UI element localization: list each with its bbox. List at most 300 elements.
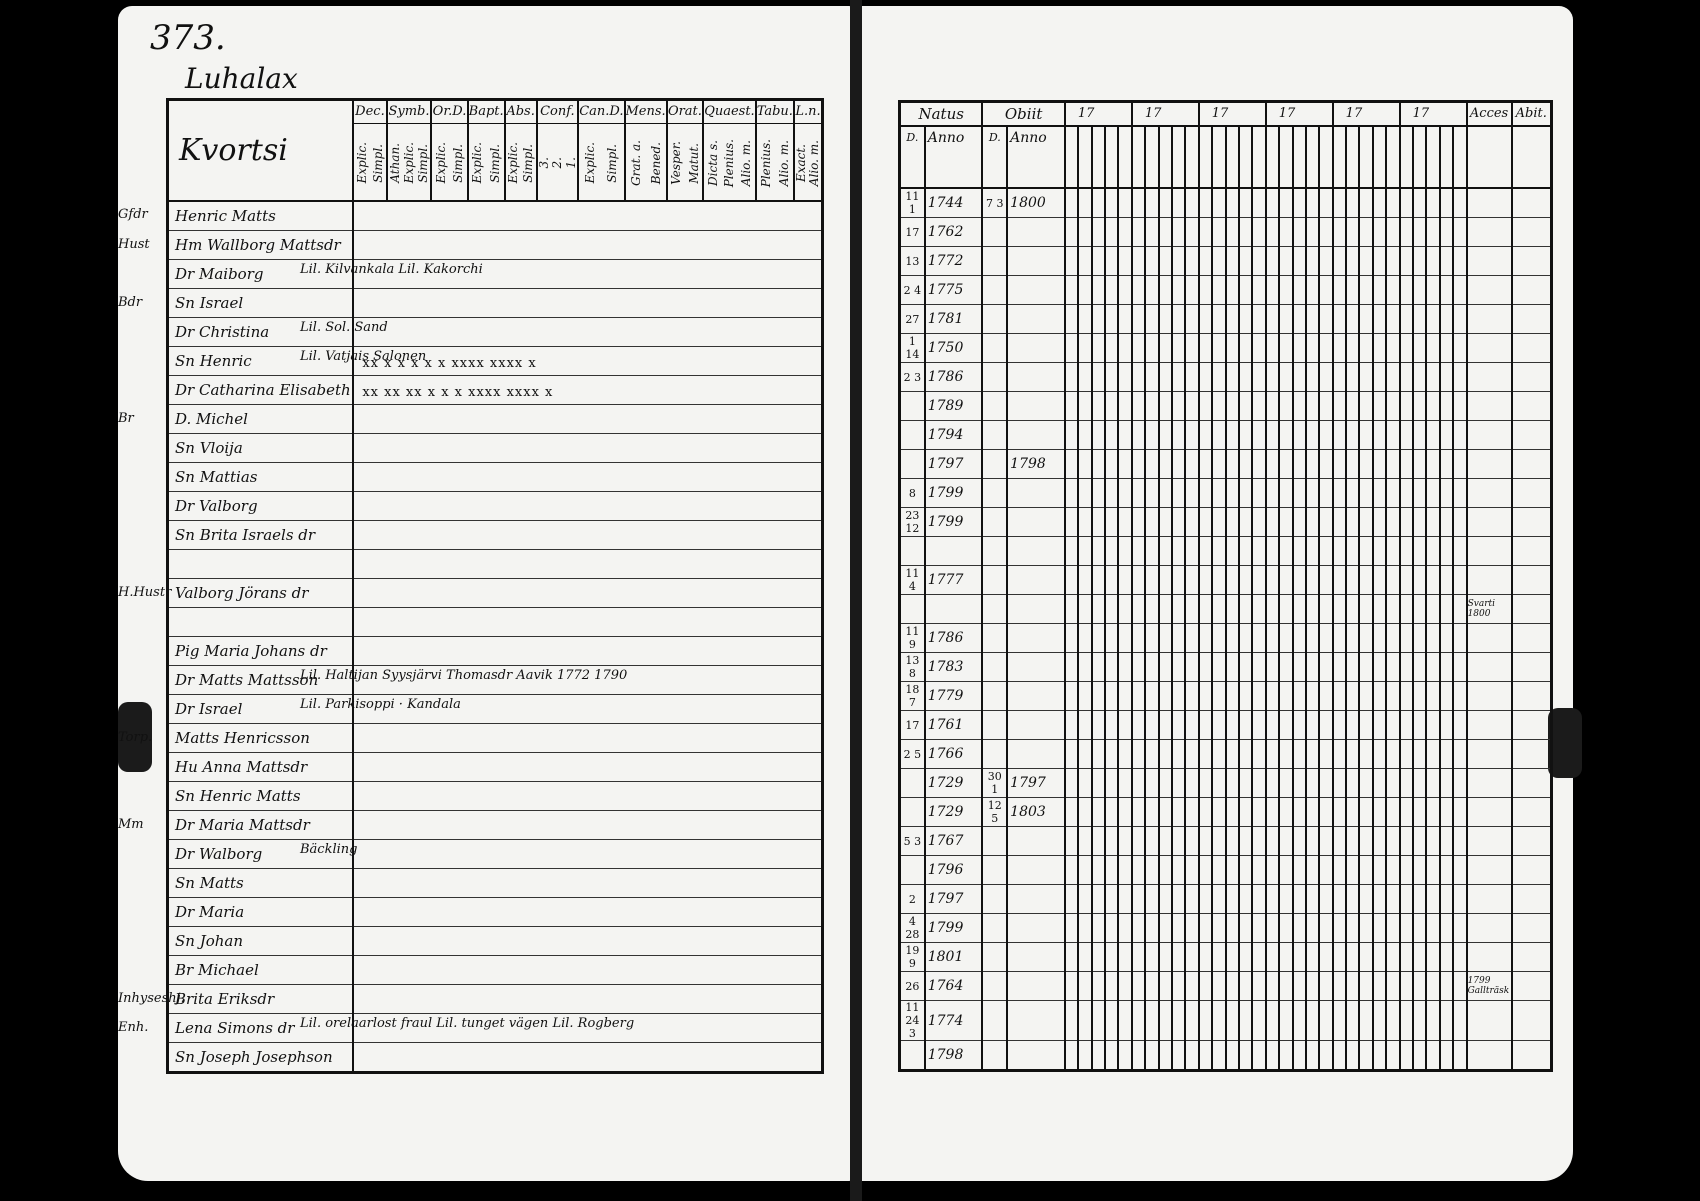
header-subtitle: Explic. <box>355 142 370 184</box>
death-year <box>1007 537 1065 566</box>
grid-cell <box>1293 247 1306 276</box>
grid-cell <box>1373 885 1386 914</box>
grid-cell <box>1453 450 1466 479</box>
grid-cell <box>1306 276 1319 305</box>
grid-cell <box>1105 914 1118 943</box>
grid-cell <box>1065 595 1078 624</box>
grid-cell <box>1105 740 1118 769</box>
grid-cell <box>1132 769 1145 798</box>
person-name-cell <box>168 579 354 608</box>
grid-cell <box>1319 421 1332 450</box>
reading-marks <box>354 878 362 893</box>
grid-cell <box>1239 508 1252 537</box>
birth-day: 2 5 <box>900 740 925 769</box>
grid-cell <box>1333 188 1346 218</box>
birth-year: 1797 <box>925 885 983 914</box>
reading-marks-cell <box>353 579 822 608</box>
grid-cell <box>1159 711 1172 740</box>
grid-cell <box>1105 188 1118 218</box>
grid-cell <box>1092 914 1105 943</box>
grid-cell <box>1333 885 1346 914</box>
death-day <box>982 392 1007 421</box>
reading-marks <box>354 1052 362 1067</box>
birth-year: 1794 <box>925 421 983 450</box>
grid-cell <box>1132 566 1145 595</box>
accessit-header: Acces <box>1467 102 1512 127</box>
grid-cell <box>1373 943 1386 972</box>
grid-cell <box>1413 856 1426 885</box>
grid-cell <box>1386 798 1399 827</box>
grid-cell <box>1306 798 1319 827</box>
grid-cell <box>1078 1001 1091 1041</box>
grid-cell <box>1413 914 1426 943</box>
table-row <box>168 811 823 840</box>
reading-marks <box>354 472 362 487</box>
reading-marks-cell <box>353 724 822 753</box>
death-day <box>982 856 1007 885</box>
grid-cell <box>1359 769 1372 798</box>
grid-cell <box>1413 537 1426 566</box>
grid-cell <box>1159 972 1172 1001</box>
death-year <box>1007 943 1065 972</box>
header-subtitle: Explic. <box>470 142 485 184</box>
grid-cell <box>1105 624 1118 653</box>
grid-cell <box>1159 392 1172 421</box>
person-name: Dr Israel <box>175 700 243 718</box>
table-row <box>168 1043 823 1073</box>
grid-cell <box>1065 653 1078 682</box>
person-name-cell <box>168 811 354 840</box>
grid-cell <box>1279 653 1292 682</box>
grid-cell <box>1453 827 1466 856</box>
grid-cell <box>1279 276 1292 305</box>
death-day <box>982 827 1007 856</box>
grid-cell <box>1373 421 1386 450</box>
grid-cell <box>1199 566 1212 595</box>
grid-cell <box>1145 247 1158 276</box>
grid-cell <box>1252 653 1265 682</box>
grid-cell <box>1453 188 1466 218</box>
grid-cell <box>1185 508 1198 537</box>
grid-cell <box>1212 943 1225 972</box>
abiit-cell <box>1512 972 1552 1001</box>
grid-cell <box>1145 653 1158 682</box>
grid-cell <box>1386 276 1399 305</box>
accessit-cell <box>1467 450 1512 479</box>
grid-cell <box>1440 305 1453 334</box>
table-row <box>900 276 1552 305</box>
grid-cell <box>1293 595 1306 624</box>
grid-cell <box>1226 740 1239 769</box>
birth-day: 18 7 <box>900 682 925 711</box>
grid-cell <box>1226 943 1239 972</box>
grid-cell <box>1346 1001 1359 1041</box>
grid-cell <box>1333 479 1346 508</box>
grid-cell <box>1426 943 1439 972</box>
grid-cell <box>1319 885 1332 914</box>
birth-day: 11 1 <box>900 188 925 218</box>
grid-cell <box>1400 566 1413 595</box>
grid-cell <box>1092 450 1105 479</box>
header-subtitle: Exact. <box>794 143 809 183</box>
grid-cell <box>1306 479 1319 508</box>
grid-cell <box>1400 334 1413 363</box>
grid-cell <box>1306 305 1319 334</box>
grid-cell <box>1413 885 1426 914</box>
grid-cell <box>1279 624 1292 653</box>
header-subtitle: 3. <box>537 157 552 169</box>
birth-year: 1775 <box>925 276 983 305</box>
grid-cell <box>1400 508 1413 537</box>
abiit-cell <box>1512 450 1552 479</box>
reading-marks <box>354 559 362 574</box>
grid-cell <box>1319 566 1332 595</box>
accessit-cell <box>1467 392 1512 421</box>
grid-cell <box>1065 508 1078 537</box>
grid-cell <box>1199 769 1212 798</box>
grid-cell <box>1172 218 1185 247</box>
grid-cell <box>1279 711 1292 740</box>
grid-cell <box>1426 421 1439 450</box>
grid-cell <box>1440 276 1453 305</box>
grid-cell <box>1426 450 1439 479</box>
grid-cell <box>1199 218 1212 247</box>
death-year <box>1007 1041 1065 1071</box>
grid-cell <box>1065 769 1078 798</box>
header-title: Or.D. <box>432 101 466 124</box>
grid-cell <box>1453 624 1466 653</box>
grid-cell <box>1413 972 1426 1001</box>
accessit-cell <box>1467 276 1512 305</box>
grid-cell <box>1266 682 1279 711</box>
grid-cell <box>1413 682 1426 711</box>
grid-cell <box>1266 595 1279 624</box>
grid-cell <box>1226 305 1239 334</box>
grid-cell <box>1373 450 1386 479</box>
person-name: Dr Maria <box>175 903 245 921</box>
grid-cell <box>1306 624 1319 653</box>
grid-cell <box>1145 624 1158 653</box>
grid-cell <box>1279 856 1292 885</box>
grid-cell <box>1065 798 1078 827</box>
grid-cell <box>1092 247 1105 276</box>
grid-cell <box>1172 247 1185 276</box>
abiit-cell <box>1512 508 1552 537</box>
grid-cell <box>1400 972 1413 1001</box>
table-row <box>900 885 1552 914</box>
grid-cell <box>1346 856 1359 885</box>
grid-cell <box>1346 566 1359 595</box>
grid-cell <box>1453 914 1466 943</box>
grid-cell <box>1092 479 1105 508</box>
grid-cell <box>1105 1001 1118 1041</box>
accessit-cell <box>1467 769 1512 798</box>
grid-cell <box>1413 624 1426 653</box>
death-day <box>982 885 1007 914</box>
accessit-cell <box>1467 885 1512 914</box>
grid-cell <box>1065 566 1078 595</box>
grid-cell <box>1239 595 1252 624</box>
grid-column <box>1386 126 1399 188</box>
grid-cell <box>1306 1041 1319 1071</box>
header-col-9 <box>667 100 704 202</box>
grid-cell <box>1239 334 1252 363</box>
grid-cell <box>1092 827 1105 856</box>
grid-cell <box>1413 1001 1426 1041</box>
reading-marks <box>354 443 362 458</box>
grid-cell <box>1413 769 1426 798</box>
table-row <box>900 827 1552 856</box>
death-day <box>982 421 1007 450</box>
abiit-cell <box>1512 856 1552 885</box>
grid-cell <box>1159 363 1172 392</box>
grid-cell <box>1333 392 1346 421</box>
grid-cell <box>1185 247 1198 276</box>
grid-cell <box>1400 653 1413 682</box>
grid-cell <box>1065 450 1078 479</box>
grid-cell <box>1105 247 1118 276</box>
death-year <box>1007 740 1065 769</box>
grid-cell <box>1279 537 1292 566</box>
grid-cell <box>1453 508 1466 537</box>
grid-cell <box>1159 188 1172 218</box>
row-note: Lil. orelaarlost fraul Lil. tunget vägen Lil. Rogberg <box>300 1015 635 1031</box>
grid-cell <box>1105 856 1118 885</box>
person-name: Sn Joseph Josephson <box>175 1048 333 1066</box>
grid-cell <box>1346 711 1359 740</box>
grid-cell <box>1386 856 1399 885</box>
grid-cell <box>1346 769 1359 798</box>
grid-cell <box>1346 885 1359 914</box>
accessit-cell <box>1467 363 1512 392</box>
grid-cell <box>1145 798 1158 827</box>
grid-cell <box>1199 1041 1212 1071</box>
person-name: Dr Catharina Elisabeth <box>175 381 351 399</box>
grid-cell <box>1400 885 1413 914</box>
grid-cell <box>1199 363 1212 392</box>
grid-cell <box>1440 740 1453 769</box>
reading-marks: xx xx xx x x x xxxx xxxx x <box>362 384 554 400</box>
grid-cell <box>1306 653 1319 682</box>
grid-cell <box>1333 856 1346 885</box>
grid-cell <box>1413 740 1426 769</box>
grid-cell <box>1400 1001 1413 1041</box>
abiit-cell <box>1512 653 1552 682</box>
grid-cell <box>1145 856 1158 885</box>
header-subtitle: 2. <box>550 157 565 169</box>
grid-cell <box>1306 392 1319 421</box>
abiit-cell <box>1512 276 1552 305</box>
death-day: 7 3 <box>982 188 1007 218</box>
birth-year: 1767 <box>925 827 983 856</box>
grid-cell <box>1092 305 1105 334</box>
header-subtitle: Grat. a. <box>628 140 643 186</box>
grid-cell <box>1132 188 1145 218</box>
grid-cell <box>1172 682 1185 711</box>
grid-cell <box>1266 827 1279 856</box>
grid-column <box>1306 126 1319 188</box>
grid-cell <box>1426 711 1439 740</box>
grid-cell <box>1266 276 1279 305</box>
grid-cell <box>1386 943 1399 972</box>
death-day <box>982 537 1007 566</box>
grid-cell <box>1426 479 1439 508</box>
grid-cell <box>1252 972 1265 1001</box>
birth-year: 1764 <box>925 972 983 1001</box>
grid-cell <box>1118 1001 1131 1041</box>
person-name-cell <box>168 405 354 434</box>
table-row <box>168 579 823 608</box>
grid-cell <box>1092 537 1105 566</box>
grid-cell <box>1346 682 1359 711</box>
birth-year: 1799 <box>925 508 983 537</box>
grid-cell <box>1306 740 1319 769</box>
grid-cell <box>1426 595 1439 624</box>
abiit-cell <box>1512 218 1552 247</box>
grid-cell <box>1199 711 1212 740</box>
grid-cell <box>1440 972 1453 1001</box>
death-year <box>1007 914 1065 943</box>
death-day <box>982 914 1007 943</box>
grid-cell <box>1118 827 1131 856</box>
table-row <box>900 363 1552 392</box>
grid-cell <box>1118 624 1131 653</box>
death-year <box>1007 218 1065 247</box>
grid-cell <box>1440 595 1453 624</box>
table-row <box>900 943 1552 972</box>
grid-cell <box>1078 188 1091 218</box>
grid-cell <box>1293 218 1306 247</box>
grid-cell <box>1065 188 1078 218</box>
grid-cell <box>1145 363 1158 392</box>
grid-cell <box>1159 537 1172 566</box>
header-subtitle: Alio. m. <box>807 139 822 187</box>
grid-cell <box>1065 856 1078 885</box>
reading-marks <box>354 240 362 255</box>
grid-cell <box>1105 885 1118 914</box>
grid-column <box>1252 126 1265 188</box>
accessit-cell <box>1467 1001 1512 1041</box>
birth-year: 1786 <box>925 363 983 392</box>
grid-cell <box>1266 566 1279 595</box>
grid-column <box>1279 126 1292 188</box>
header-subtitle: Bened. <box>648 141 663 185</box>
grid-cell <box>1346 1041 1359 1071</box>
grid-cell <box>1293 363 1306 392</box>
grid-cell <box>1359 247 1372 276</box>
table-row <box>900 1001 1552 1041</box>
grid-cell <box>1333 711 1346 740</box>
grid-cell <box>1440 1001 1453 1041</box>
grid-column <box>1346 126 1359 188</box>
grid-cell <box>1333 305 1346 334</box>
death-day <box>982 334 1007 363</box>
grid-cell <box>1400 537 1413 566</box>
grid-cell <box>1426 885 1439 914</box>
header-subtitle: Athan. <box>387 143 402 183</box>
abiit-cell <box>1512 885 1552 914</box>
grid-column <box>1226 126 1239 188</box>
header-subtitle: Vesper. <box>669 141 684 185</box>
grid-cell <box>1413 566 1426 595</box>
grid-cell <box>1065 537 1078 566</box>
grid-cell <box>1132 943 1145 972</box>
birth-year: 1750 <box>925 334 983 363</box>
grid-cell <box>1453 682 1466 711</box>
birth-day <box>900 1041 925 1071</box>
grid-cell <box>1333 421 1346 450</box>
grid-cell <box>1239 1041 1252 1071</box>
grid-cell <box>1306 247 1319 276</box>
grid-cell <box>1440 218 1453 247</box>
grid-cell <box>1226 334 1239 363</box>
grid-cell <box>1145 885 1158 914</box>
grid-cell <box>1065 885 1078 914</box>
grid-cell <box>1252 188 1265 218</box>
birth-day <box>900 769 925 798</box>
grid-cell <box>1346 537 1359 566</box>
grid-cell <box>1279 769 1292 798</box>
abiit-cell <box>1512 363 1552 392</box>
person-name-cell <box>168 956 354 985</box>
grid-cell <box>1373 392 1386 421</box>
grid-cell <box>1359 595 1372 624</box>
grid-cell <box>1212 740 1225 769</box>
grid-cell <box>1386 537 1399 566</box>
grid-cell <box>1172 624 1185 653</box>
grid-cell <box>1226 450 1239 479</box>
death-year <box>1007 392 1065 421</box>
table-row <box>900 682 1552 711</box>
death-day <box>982 972 1007 1001</box>
grid-cell <box>1199 537 1212 566</box>
row-note: Bäckling <box>300 841 358 857</box>
grid-cell <box>1252 885 1265 914</box>
table-row <box>900 856 1552 885</box>
grid-cell <box>1359 450 1372 479</box>
table-row <box>900 653 1552 682</box>
grid-cell <box>1373 798 1386 827</box>
grid-cell <box>1266 769 1279 798</box>
reading-marks <box>354 588 362 603</box>
reading-marks <box>354 733 362 748</box>
accessit-cell <box>1467 566 1512 595</box>
abiit-cell <box>1512 827 1552 856</box>
grid-cell <box>1118 943 1131 972</box>
grid-cell <box>1453 363 1466 392</box>
margin-prefix: Torp. <box>118 729 153 745</box>
right-header <box>900 102 1552 189</box>
death-year <box>1007 363 1065 392</box>
person-name: Valborg Jörans dr <box>175 584 309 602</box>
margin-prefix: Bdr <box>118 294 143 310</box>
grid-cell <box>1239 392 1252 421</box>
grid-cell <box>1413 188 1426 218</box>
grid-cell <box>1105 392 1118 421</box>
grid-cell <box>1359 653 1372 682</box>
grid-cell <box>1065 827 1078 856</box>
grid-cell <box>1185 334 1198 363</box>
grid-cell <box>1453 247 1466 276</box>
death-year: 1798 <box>1007 450 1065 479</box>
grid-cell <box>1306 914 1319 943</box>
death-year <box>1007 682 1065 711</box>
grid-column <box>1199 126 1212 188</box>
grid-cell <box>1118 479 1131 508</box>
grid-cell <box>1132 972 1145 1001</box>
table-row <box>900 711 1552 740</box>
grid-column <box>1145 126 1158 188</box>
